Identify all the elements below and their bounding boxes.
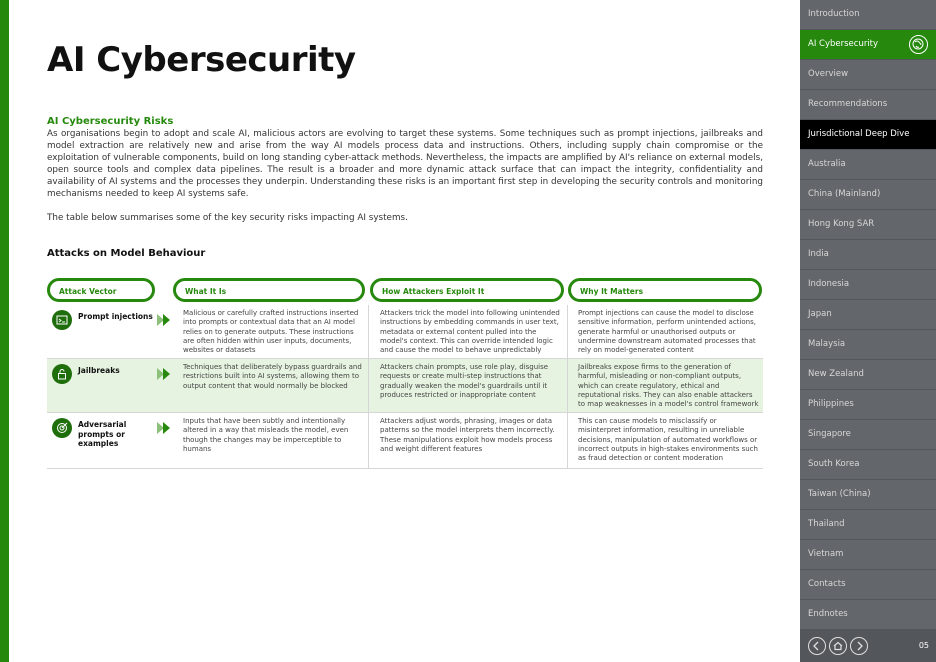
- nav-item-label: Thailand: [808, 519, 845, 529]
- chevron-right-icon: [851, 638, 867, 654]
- nav-item-label: Overview: [808, 69, 849, 79]
- nav-item-label: Endnotes: [808, 609, 848, 619]
- home-button[interactable]: [829, 637, 847, 655]
- why-matters-cell: Jailbreaks expose firms to the generation of harmful, misleading or non-compliant outputs, which can create regulatory, ethical and reputational risks. They can also enable attackers to map weaknesses in a model's control framework: [578, 363, 759, 409]
- nav-item-new-zealand[interactable]: [800, 360, 936, 389]
- summary-paragraph: The table below summarises some of the key security risks impacting AI systems.: [47, 213, 408, 223]
- why-matters-cell: This can cause models to misclassify or misinterpret information, resulting in unreliable decisions, manipulation of automated workflows or incorrect outputs in high-stakes environments such as fraud detection or content moderation: [578, 417, 758, 463]
- attack-vector-label: Adversarial prompts or examples: [78, 420, 127, 448]
- nav-item-indonesia[interactable]: [800, 270, 936, 299]
- attack-vector-cell: [47, 413, 171, 469]
- risk-heading: AI Cybersecurity Risks: [47, 116, 174, 127]
- nav-item-ai-cybersecurity[interactable]: [800, 30, 936, 59]
- nav-item-label: Philippines: [808, 399, 854, 409]
- nav-item-label: Taiwan (China): [808, 489, 871, 499]
- nav-item-label: Introduction: [808, 9, 860, 19]
- nav-item-label: Hong Kong SAR: [808, 219, 875, 229]
- attack-vector-cell: [47, 305, 171, 359]
- how-exploit-cell: Attackers chain prompts, use role play, disguise requests or create multi-step instructions that gradually weaken the model's guardrails until it produces restricted or inappropriate content: [376, 359, 568, 413]
- nav-item-south-korea[interactable]: [800, 450, 936, 479]
- nav-item-label: New Zealand: [808, 369, 864, 379]
- nav-item-contacts[interactable]: [800, 570, 936, 599]
- nav-item-malaysia[interactable]: [800, 330, 936, 359]
- nav-item-introduction[interactable]: [800, 0, 936, 29]
- nav-item-label: Recommendations: [808, 99, 888, 109]
- prev-page-button[interactable]: [808, 637, 826, 655]
- nav-item-australia[interactable]: [800, 150, 936, 179]
- what-it-is-cell: Inputs that have been subtly and intentionally altered in a way that misleads the model, even though the changes may be imperceptible to humans: [179, 413, 369, 469]
- nav-item-philippines[interactable]: [800, 390, 936, 419]
- nav-item-taiwan[interactable]: [800, 480, 936, 509]
- sidebar-footer: [800, 630, 936, 662]
- nav-item-recommendations[interactable]: [800, 90, 936, 119]
- nav-item-japan[interactable]: [800, 300, 936, 329]
- nav-item-hong-kong[interactable]: [800, 210, 936, 239]
- attack-vector-label: Jailbreaks: [78, 366, 120, 375]
- attack-vector-cell: [47, 359, 171, 413]
- unlock-icon: [52, 364, 72, 384]
- nav-item-singapore[interactable]: [800, 420, 936, 449]
- table-row: [47, 359, 763, 413]
- why-matters-cell: Prompt injections can cause the model to disclose sensitive information, perform unintended actions, generate harmful or unauthorised outputs or undermine downstream automated processes that rely on model-generated content: [578, 309, 756, 355]
- what-it-is-cell: Malicious or carefully crafted instructions inserted into prompts or contextual data that an AI model relies on to generate outputs. These instructions are often hidden within user inputs, documents, websites or datasets: [179, 305, 369, 359]
- left-accent-bar: [0, 0, 9, 662]
- how-exploit-cell: Attackers adjust words, phrasing, images or data patterns so the model interprets them incorrectly. These manipulations exploit how models process and weight different features: [376, 413, 568, 469]
- nav-item-label: AI Cybersecurity: [808, 39, 879, 49]
- nav-item-overview[interactable]: [800, 60, 936, 89]
- header-why-matters: Why It Matters: [568, 278, 762, 302]
- sidebar-nav: [800, 0, 936, 662]
- page-number: 05: [918, 641, 929, 650]
- chevron-left-icon: [809, 638, 825, 654]
- nav-item-endnotes[interactable]: [800, 600, 936, 629]
- nav-item-label: Singapore: [808, 429, 851, 439]
- nav-item-india[interactable]: [800, 240, 936, 269]
- nav-item-label: India: [808, 249, 829, 259]
- table-row: [47, 413, 763, 469]
- nav-item-label: China (Mainland): [808, 189, 881, 199]
- double-arrow-icon: [157, 422, 171, 434]
- intro-paragraph: As organisations begin to adopt and scale AI, malicious actors are evolving to target these systems. Some techniques such as prompt injections, jailbreaks and model extraction are relatively new and arise from the way AI models process data and instructions. Others, including supply chain compromise or the exploitation of vulnerable components, build on long standing cyber-attack methods. Nevertheless, the impacts are amplified by AI's reliance on external models, open source tools and complex data pipelines. The result is a broader and more dynamic attack surface that can impact the integrity, confidentiality and availability of AI systems and the processes they underpin. Understanding these risks is an important first step in developing the security controls and monitoring mechanisms needed to keep AI systems safe.: [47, 129, 763, 199]
- main-content: [47, 0, 763, 662]
- page-title: AI Cybersecurity: [47, 40, 356, 80]
- what-it-is-cell: Techniques that deliberately bypass guardrails and restrictions built into AI systems, allowing them to output content that would normally be blocked: [179, 359, 369, 413]
- nav-item-label: Japan: [808, 309, 832, 319]
- double-arrow-icon: [157, 314, 171, 326]
- home-icon: [830, 638, 846, 654]
- nav-item-thailand[interactable]: [800, 510, 936, 539]
- nav-item-label: Australia: [808, 159, 846, 169]
- section-heading: Attacks on Model Behaviour: [47, 248, 206, 259]
- nav-item-jurisdictional-deep-dive[interactable]: [800, 120, 936, 149]
- nav-item-label: Jurisdictional Deep Dive: [808, 129, 910, 139]
- nav-item-china[interactable]: [800, 180, 936, 209]
- nav-item-vietnam[interactable]: [800, 540, 936, 569]
- nav-item-label: Malaysia: [808, 339, 846, 349]
- how-exploit-cell: Attackers trick the model into following unintended instructions by embedding commands in user text, metadata or external content pulled into the model's context. This can override intended logic and cause the model to behave unpredictably: [376, 305, 568, 359]
- target-icon: [52, 418, 72, 438]
- nav-item-label: Contacts: [808, 579, 846, 589]
- header-what-it-is: What It Is: [173, 278, 365, 302]
- next-page-button[interactable]: [850, 637, 868, 655]
- header-attack-vector: Attack Vector: [47, 278, 155, 302]
- nav-item-label: South Korea: [808, 459, 860, 469]
- terminal-icon: [52, 310, 72, 330]
- double-arrow-icon: [157, 368, 171, 380]
- nav-item-label: Vietnam: [808, 549, 844, 559]
- table-row: [47, 305, 763, 359]
- globe-icon: [909, 35, 928, 54]
- header-how-exploit: How Attackers Exploit It: [370, 278, 564, 302]
- attack-vector-label: Prompt injections: [78, 312, 153, 321]
- nav-item-label: Indonesia: [808, 279, 850, 289]
